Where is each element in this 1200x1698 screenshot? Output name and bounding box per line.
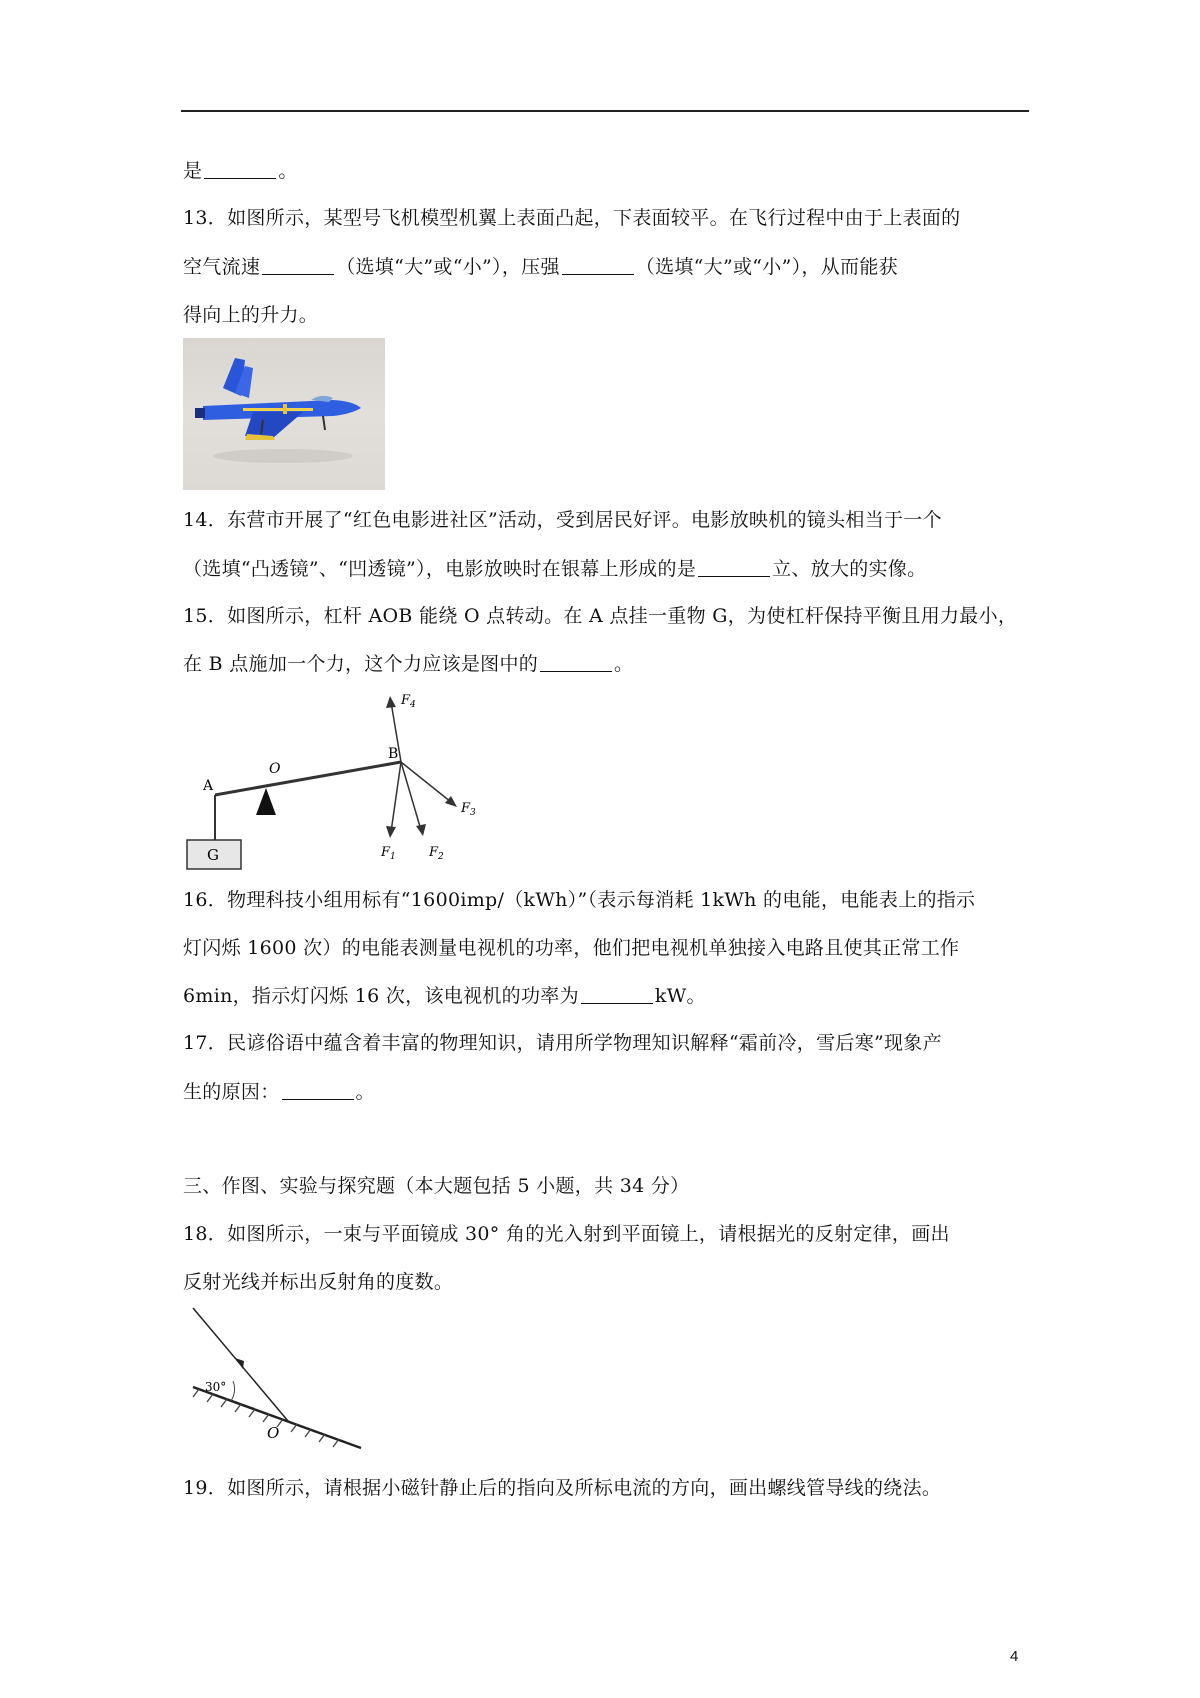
- answer-blank[interactable]: [282, 1081, 354, 1100]
- page-number: 4: [1010, 1648, 1019, 1665]
- text-segment: （选填“大”或“小”），从而能获: [635, 256, 898, 278]
- answer-blank[interactable]: [581, 985, 653, 1004]
- label-f1: $F_1$: [381, 845, 396, 862]
- text-segment: 13．如图所示，某型号飞机模型机翼上表面凸起，下表面较平。在飞行过程中由于上表面的: [183, 207, 961, 229]
- text-segment: 在 B 点施加一个力，这个力应该是图中的: [183, 653, 539, 675]
- label-o: O: [269, 761, 281, 777]
- text-line-q13-2: [183, 255, 898, 279]
- label-f2: $F_2$: [429, 845, 444, 862]
- text-line-q16-2: [183, 936, 959, 960]
- text-line-q13-3: [183, 303, 318, 327]
- text-line-q15-1: [183, 604, 1017, 628]
- text-segment: 18．如图所示，一束与平面镜成 30° 角的光入射到平面镜上，请根据光的反射定律，画出: [183, 1223, 950, 1245]
- airplane-model-photo: [183, 338, 385, 490]
- text-segment: 生的原因：: [183, 1081, 280, 1103]
- answer-blank[interactable]: [262, 256, 334, 275]
- text-line-q13-1: [183, 206, 960, 230]
- label-f3: $F_3$: [461, 801, 476, 818]
- text-line-q15-2: [183, 652, 633, 676]
- angle-label: 30°: [205, 1380, 227, 1394]
- text-segment: 立、放大的实像。: [772, 558, 927, 580]
- fulcrum-icon: [256, 788, 276, 815]
- text-segment: 反射光线并标出反射角的度数。: [183, 1271, 454, 1293]
- text-segment: （选填“大”或“小”），压强: [336, 256, 560, 278]
- answer-blank[interactable]: [698, 558, 770, 577]
- answer-blank[interactable]: [562, 256, 634, 275]
- lever-bar: [215, 762, 401, 795]
- text-segment: 空气流速: [183, 256, 261, 278]
- text-segment: 三、作图、实验与探究题（本大题包括 5 小题，共 34 分）: [183, 1175, 690, 1197]
- answer-blank[interactable]: [204, 160, 276, 179]
- header-rule: [181, 110, 1029, 112]
- label-g: G: [207, 846, 219, 864]
- text-segment: 16．物理科技小组用标有“1600imp/（kWh）”（表示每消耗 1kWh 的电能，电能表上的指示: [183, 889, 976, 911]
- lever-diagram: [183, 690, 483, 870]
- mirror-diagram: [183, 1303, 368, 1453]
- text-line-section-3: [183, 1174, 689, 1198]
- point-o-label: O: [267, 1424, 280, 1442]
- text-segment: 得向上的升力。: [183, 304, 319, 326]
- text-segment: 15．如图所示，杠杆 AOB 能绕 O 点转动。在 A 点挂一重物 G，为使杠杆保持平衡且用力最小，: [183, 605, 1018, 627]
- text-segment: 。: [278, 160, 298, 182]
- answer-blank[interactable]: [540, 653, 612, 672]
- text-line-q17-2: [183, 1080, 375, 1104]
- text-line-q18-2: [183, 1270, 453, 1294]
- text-segment: （选填“凸透镜”、“凹透镜”），电影放映时在银幕上形成的是: [183, 558, 697, 580]
- label-a: A: [203, 778, 214, 794]
- text-line-q19-1: [183, 1476, 941, 1500]
- text-segment: 6min，指示灯闪烁 16 次，该电视机的功率为: [183, 985, 579, 1007]
- text-segment: 灯闪烁 1600 次）的电能表测量电视机的功率，他们把电视机单独接入电路且使其正常工作: [183, 937, 960, 959]
- label-f4: $F_4$: [401, 693, 416, 710]
- text-segment: kW。: [654, 985, 706, 1007]
- label-b: B: [388, 746, 399, 762]
- text-segment: 17．民谚俗语中蕴含着丰富的物理知识，请用所学物理知识解释“霜前冷，雪后寒”现象产: [183, 1032, 942, 1054]
- text-line-q16-1: [183, 888, 975, 912]
- text-segment: 是: [183, 160, 203, 182]
- text-segment: 19．如图所示，请根据小磁针静止后的指向及所标电流的方向，画出螺线管导线的绕法。: [183, 1477, 942, 1499]
- text-segment: 。: [614, 653, 634, 675]
- airplane-icon: [183, 338, 385, 490]
- text-line-q18-1: [183, 1222, 950, 1246]
- text-line-q14-1: [183, 508, 942, 532]
- text-line-q16-3: [183, 984, 706, 1008]
- text-line-q17-1: [183, 1031, 942, 1055]
- text-line-q12-end: [183, 159, 298, 183]
- text-segment: 。: [355, 1081, 375, 1103]
- text-segment: 14．东营市开展了“红色电影进社区”活动，受到居民好评。电影放映机的镜头相当于一个: [183, 509, 942, 531]
- text-line-q14-2: [183, 557, 926, 581]
